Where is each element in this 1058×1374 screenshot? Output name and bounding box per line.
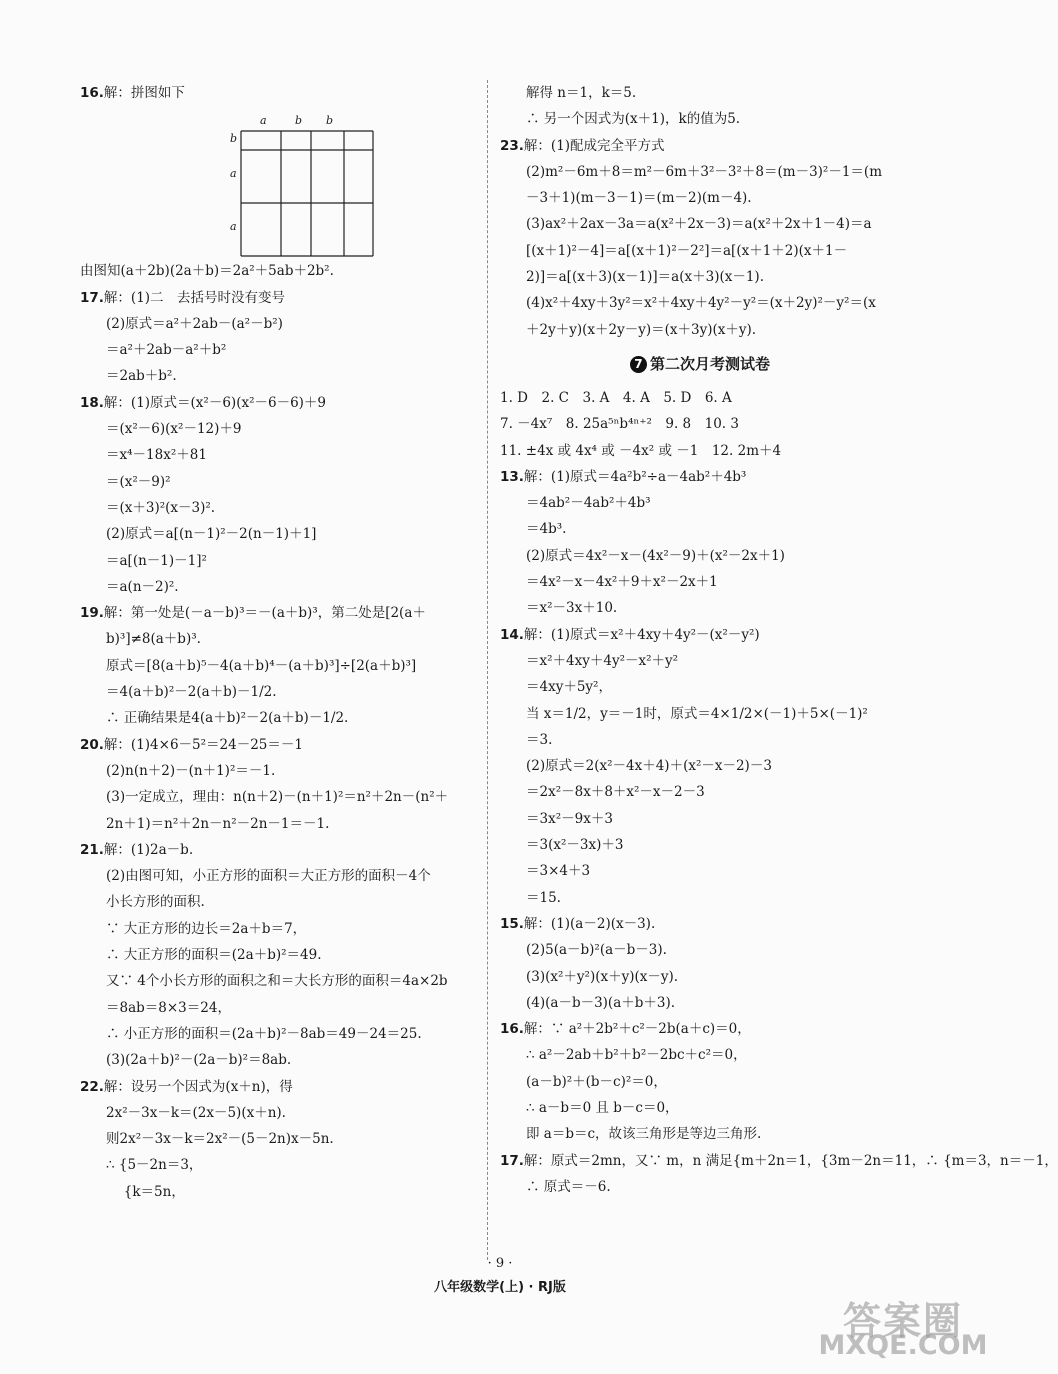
- answer-line: [500, 701, 900, 727]
- question-number: 17.: [500, 1152, 524, 1169]
- answer-line: [80, 784, 475, 810]
- answer-line: [80, 863, 475, 889]
- answer-text: ＋2y＋y)(x＋2y－y)＝(x＋3y)(x＋y).: [526, 321, 757, 338]
- answer-text: 小长方形的面积.: [106, 894, 205, 911]
- answer-text: 2x²－3x－k＝(2x－5)(x＋n).: [106, 1104, 286, 1121]
- answer-line: [500, 185, 900, 211]
- answer-line: [80, 968, 475, 994]
- answer-line: [80, 1074, 475, 1100]
- answer-line: [500, 1174, 900, 1200]
- answer-line: [500, 516, 900, 542]
- answer-text: 解：原式＝2mn，又∵ m，n 满足{m＋2n＝1，{3m－2n＝11，∴ {m＝3，n＝－1，: [523, 1152, 1058, 1169]
- answer-line: [80, 705, 475, 731]
- section-heading: [500, 347, 900, 381]
- answer-text: 解：(1)4×6－5²＝24－25＝－1: [103, 736, 303, 753]
- answer-text: ＝a²＋2ab－a²＋b²: [106, 342, 227, 359]
- answer-line: [500, 411, 900, 437]
- answer-line: [80, 811, 475, 837]
- answer-text: (a－b)²＋(b－c)²＝0，: [526, 1073, 667, 1090]
- answer-text: (2)原式＝2(x²－4x＋4)＋(x²－x－2)－3: [526, 758, 772, 775]
- answer-text: (2)原式＝a²＋2ab－(a²－b²): [106, 315, 283, 332]
- answer-text: ＝3×4＋3: [526, 863, 591, 880]
- answer-text: (4)(a－b－3)(a＋b＋3).: [526, 994, 676, 1011]
- answer-text: ∴ {5－2n＝3，: [106, 1157, 203, 1174]
- answer-line: [500, 990, 900, 1016]
- answer-text: ＝(x²－6)(x²－12)＋9: [106, 421, 242, 438]
- answer-text: 7. －4x⁷ 8. 25a⁵ⁿb⁴ⁿ⁺² 9. 8 10. 3: [500, 416, 739, 433]
- answer-line: [500, 1148, 1058, 1174]
- answer-line: [500, 543, 900, 569]
- answer-text: 1. D 2. C 3. A 4. A 5. D 6. A: [500, 389, 732, 406]
- watermark-text-url: MXQE.COM: [818, 1330, 988, 1361]
- answer-line: [500, 753, 900, 779]
- answer-line: [80, 1126, 475, 1152]
- answer-line: [500, 1016, 900, 1042]
- answer-text: ＝4xy＋5y²，: [526, 679, 612, 696]
- answer-text: ＝15.: [526, 889, 561, 906]
- answer-text: ＝3.: [526, 731, 553, 748]
- question-number: 21.: [80, 841, 104, 858]
- answer-text: 即 a＝b＝c，故该三角形是等边三角形.: [526, 1126, 762, 1143]
- grid-figure: [80, 106, 475, 258]
- answer-text: ∴ 大正方形的面积＝(2a＋b)²＝49.: [106, 947, 322, 964]
- answer-text: 11. ±4x 或 4x⁴ 或 －4x² 或 －1 12. 2m＋4: [500, 442, 782, 459]
- answer-line: [80, 679, 475, 705]
- answer-line: [80, 495, 475, 521]
- answer-text: ＝4ab²－4ab²＋4b³: [526, 495, 651, 512]
- answer-text: 解：(1)原式＝(x²－6)(x²－6－6)＋9: [103, 394, 327, 411]
- answer-line: [500, 385, 900, 411]
- answer-text: (4)x²＋4xy＋3y²＝x²＋4xy＋4y²－y²＝(x＋2y)²－y²＝(x: [526, 295, 876, 312]
- answer-text: (2)原式＝4x²－x－(4x²－9)＋(x²－2x＋1): [526, 547, 785, 564]
- answer-line: [80, 1179, 475, 1205]
- answer-text: (3)ax²＋2ax－3a＝a(x²＋2x－3)＝a(x²＋2x＋1－4)＝a: [526, 216, 872, 233]
- answer-text: 解：(1)(a－2)(x－3).: [523, 915, 656, 932]
- grid-side-label: a: [230, 220, 237, 234]
- answer-line: [500, 464, 900, 490]
- answer-text: ∴ a－b＝0 且 b－c＝0，: [526, 1099, 679, 1116]
- answer-line: [80, 80, 475, 106]
- answer-line: [80, 521, 475, 547]
- grid-side-label: a: [230, 167, 237, 181]
- answer-line: [500, 238, 900, 264]
- answer-text: 又∵ 4个小长方形的面积之和＝大长方形的面积＝4a×2b: [106, 973, 448, 990]
- answer-text: ＝x⁴－18x²＋81: [106, 447, 207, 464]
- answer-text: ＝(x＋3)²(x－3)².: [106, 499, 216, 516]
- answer-text: ＝2x²－8x＋8＋x²－x－2－3: [526, 784, 705, 801]
- answer-text: 解：(1)原式＝4a²b²÷a－4ab²＋4b³: [523, 468, 747, 485]
- answer-text: ∴ 正确结果是4(a＋b)²－2(a＋b)－1/2.: [106, 710, 349, 727]
- question-number: 23.: [500, 137, 524, 154]
- answer-text: (3)(2a＋b)²－(2a－b)²＝8ab.: [106, 1052, 292, 1069]
- answer-line: [500, 648, 900, 674]
- answer-line: [500, 1069, 900, 1095]
- answer-line: [500, 727, 900, 753]
- answer-line: [80, 1152, 475, 1178]
- answer-text: (2)5(a－b)²(a－b－3).: [526, 942, 667, 959]
- answer-text: ＝x²＋4xy＋4y²－x²＋y²: [526, 652, 679, 669]
- answer-text: ＝(x²－9)²: [106, 473, 171, 490]
- question-number: 20.: [80, 736, 104, 753]
- column-divider: [487, 80, 488, 1260]
- answer-text: ＝4b³.: [526, 521, 567, 538]
- answer-line: [80, 416, 475, 442]
- answer-line: [500, 159, 900, 185]
- answer-line: [500, 674, 900, 700]
- grid-side-label: b: [230, 132, 238, 146]
- answer-text: (3)(x²＋y²)(x＋y)(x－y).: [526, 968, 679, 985]
- grid-top-label: b: [295, 114, 303, 128]
- answer-line: [500, 317, 900, 343]
- answer-line: [80, 1047, 475, 1073]
- answer-line: [80, 337, 475, 363]
- question-number: 19.: [80, 605, 104, 622]
- answer-text: [(x＋1)²－4]＝a[(x＋1)²－2²]＝a[(x＋1＋2)(x＋1－: [526, 242, 848, 259]
- answer-line: [80, 548, 475, 574]
- answer-text: (2)n(n＋2)－(n＋1)²＝－1.: [106, 762, 276, 779]
- answer-line: [500, 80, 900, 106]
- answer-text: －3＋1)(m－3－1)＝(m－2)(m－4).: [526, 190, 752, 207]
- answer-line: [500, 211, 900, 237]
- answer-text: ∴ a²－2ab＋b²＋b²－2bc＋c²＝0，: [526, 1047, 747, 1064]
- question-number: 22.: [80, 1078, 104, 1095]
- answer-text: ∴ 原式＝－6.: [526, 1178, 611, 1195]
- answer-line: [80, 258, 475, 284]
- answer-line: [500, 490, 900, 516]
- page-number: · 9 ·: [487, 1256, 513, 1271]
- answer-text: ＝a(n－2)².: [106, 578, 179, 595]
- answer-line: [500, 1095, 900, 1121]
- answer-text: 原式＝[8(a＋b)⁵－4(a＋b)⁴－(a＋b)³]÷[2(a＋b)³]: [106, 657, 417, 674]
- answer-line: [80, 626, 475, 652]
- answer-text: 解：设另一个因式为(x＋n)，得: [103, 1078, 293, 1095]
- answer-line: [500, 622, 900, 648]
- answer-text: 解：拼图如下: [103, 85, 185, 101]
- answer-text: 解：(1)原式＝x²＋4xy＋4y²－(x²－y²): [523, 626, 760, 643]
- answer-text: 解：(1)二 去括号时没有变号: [103, 289, 286, 306]
- answer-text: 2)]＝a[(x＋3)(x－1)]＝a(x＋3)(x－1).: [526, 269, 764, 286]
- answer-text: ＝a[(n－1)－1]²: [106, 552, 207, 569]
- watermark-text-cn: 答案圈: [842, 1299, 963, 1343]
- question-number: 13.: [500, 468, 524, 485]
- answer-text: 当 x＝1/2，y＝－1时，原式＝4×1/2×(－1)＋5×(－1)²: [526, 705, 868, 722]
- answer-line: [500, 964, 900, 990]
- question-number: 15.: [500, 915, 524, 932]
- answer-text: ∴ 另一个因式为(x＋1)，k的值为5.: [526, 111, 741, 128]
- answer-text: (2)m²－6m＋8＝m²－6m＋3²－3²＋8＝(m－3)²－1＝(m: [526, 163, 883, 180]
- question-number: 14.: [500, 626, 524, 643]
- answer-line: [500, 858, 900, 884]
- answer-line: [500, 595, 900, 621]
- answer-text: b)³]≠8(a＋b)³.: [106, 631, 201, 648]
- answer-text: ∵ 大正方形的边长＝2a＋b＝7，: [106, 920, 307, 937]
- answer-text: 2n＋1)＝n²＋2n－n²－2n－1＝－1.: [106, 815, 330, 832]
- answer-line: [500, 438, 900, 464]
- answer-line: [80, 363, 475, 389]
- section-number-badge: 7: [630, 356, 647, 373]
- answer-line: [500, 779, 900, 805]
- answer-text: 解得 n＝1，k＝5.: [526, 85, 637, 101]
- answer-text: (3)一定成立，理由：n(n＋2)－(n＋1)²＝n²＋2n－(n²＋: [106, 789, 449, 806]
- answer-text: (2)由图可知，小正方形的面积＝大正方形的面积－4个: [106, 868, 431, 885]
- answer-text: 解：∵ a²＋2b²＋c²－2b(a＋c)＝0，: [523, 1021, 751, 1038]
- right-column: [500, 80, 1058, 1200]
- answer-line: [500, 106, 900, 132]
- left-column: [80, 80, 475, 1205]
- answer-line: [80, 1021, 475, 1047]
- answer-line: [80, 600, 475, 626]
- answer-text: ＝x²－3x＋10.: [526, 600, 618, 617]
- answer-text: 则2x²－3x－k＝2x²－(5－2n)x－5n.: [106, 1131, 334, 1148]
- answer-text: 解：第一处是(－a－b)³＝－(a＋b)³，第二处是[2(a＋: [103, 605, 426, 622]
- question-number: 18.: [80, 394, 104, 411]
- question-number: 16.: [80, 85, 104, 101]
- answer-line: [80, 653, 475, 679]
- answer-line: [500, 937, 900, 963]
- grid-top-label: b: [326, 114, 334, 128]
- answer-text: ＝8ab＝8×3＝24，: [106, 999, 231, 1016]
- answer-text: ＝3x²－9x＋3: [526, 810, 613, 827]
- answer-line: [80, 916, 475, 942]
- answer-line: [80, 390, 475, 416]
- answer-line: [500, 1042, 900, 1068]
- answer-line: [80, 942, 475, 968]
- answer-line: [500, 569, 900, 595]
- answer-line: [500, 885, 900, 911]
- answer-line: [80, 889, 475, 915]
- answer-line: [80, 442, 475, 468]
- answer-text: 由图知(a＋2b)(2a＋b)＝2a²＋5ab＋2b².: [80, 263, 334, 280]
- answer-line: [500, 264, 900, 290]
- answer-text: ＝4x²－x－4x²＋9＋x²－2x＋1: [526, 574, 718, 591]
- answer-line: [500, 290, 900, 316]
- answer-text: {k＝5n，: [106, 1183, 185, 1200]
- book-title: 八年级数学(上) · RJ版: [434, 1280, 566, 1295]
- watermark-logo: [818, 1290, 988, 1362]
- answer-line: [500, 832, 900, 858]
- answer-line: [500, 133, 900, 159]
- answer-line: [500, 1121, 900, 1147]
- answer-line: [80, 732, 475, 758]
- question-number: 17.: [80, 289, 104, 306]
- answer-line: [80, 995, 475, 1021]
- answer-text: 解：(1)配成完全平方式: [523, 137, 665, 154]
- answer-text: ＝3(x²－3x)＋3: [526, 837, 624, 854]
- answer-text: ＝2ab＋b².: [106, 368, 177, 385]
- answer-text: ＝4(a＋b)²－2(a＋b)－1/2.: [106, 684, 277, 701]
- answer-line: [80, 758, 475, 784]
- answer-line: [80, 574, 475, 600]
- answer-line: [80, 285, 475, 311]
- answer-line: [80, 1100, 475, 1126]
- answer-line: [80, 311, 475, 337]
- puzzle-grid: [240, 130, 374, 257]
- answer-text: 解：(1)2a－b.: [103, 841, 194, 858]
- answer-line: [500, 911, 900, 937]
- grid-top-label: a: [260, 114, 267, 128]
- answer-line: [500, 806, 900, 832]
- section-title: 第二次月考测试卷: [649, 354, 770, 373]
- answer-text: ∴ 小正方形的面积＝(2a＋b)²－8ab＝49－24＝25.: [106, 1025, 422, 1042]
- answer-text: (2)原式＝a[(n－1)²－2(n－1)＋1]: [106, 526, 317, 543]
- question-number: 16.: [500, 1021, 524, 1038]
- answer-line: [80, 469, 475, 495]
- answer-line: [80, 837, 475, 863]
